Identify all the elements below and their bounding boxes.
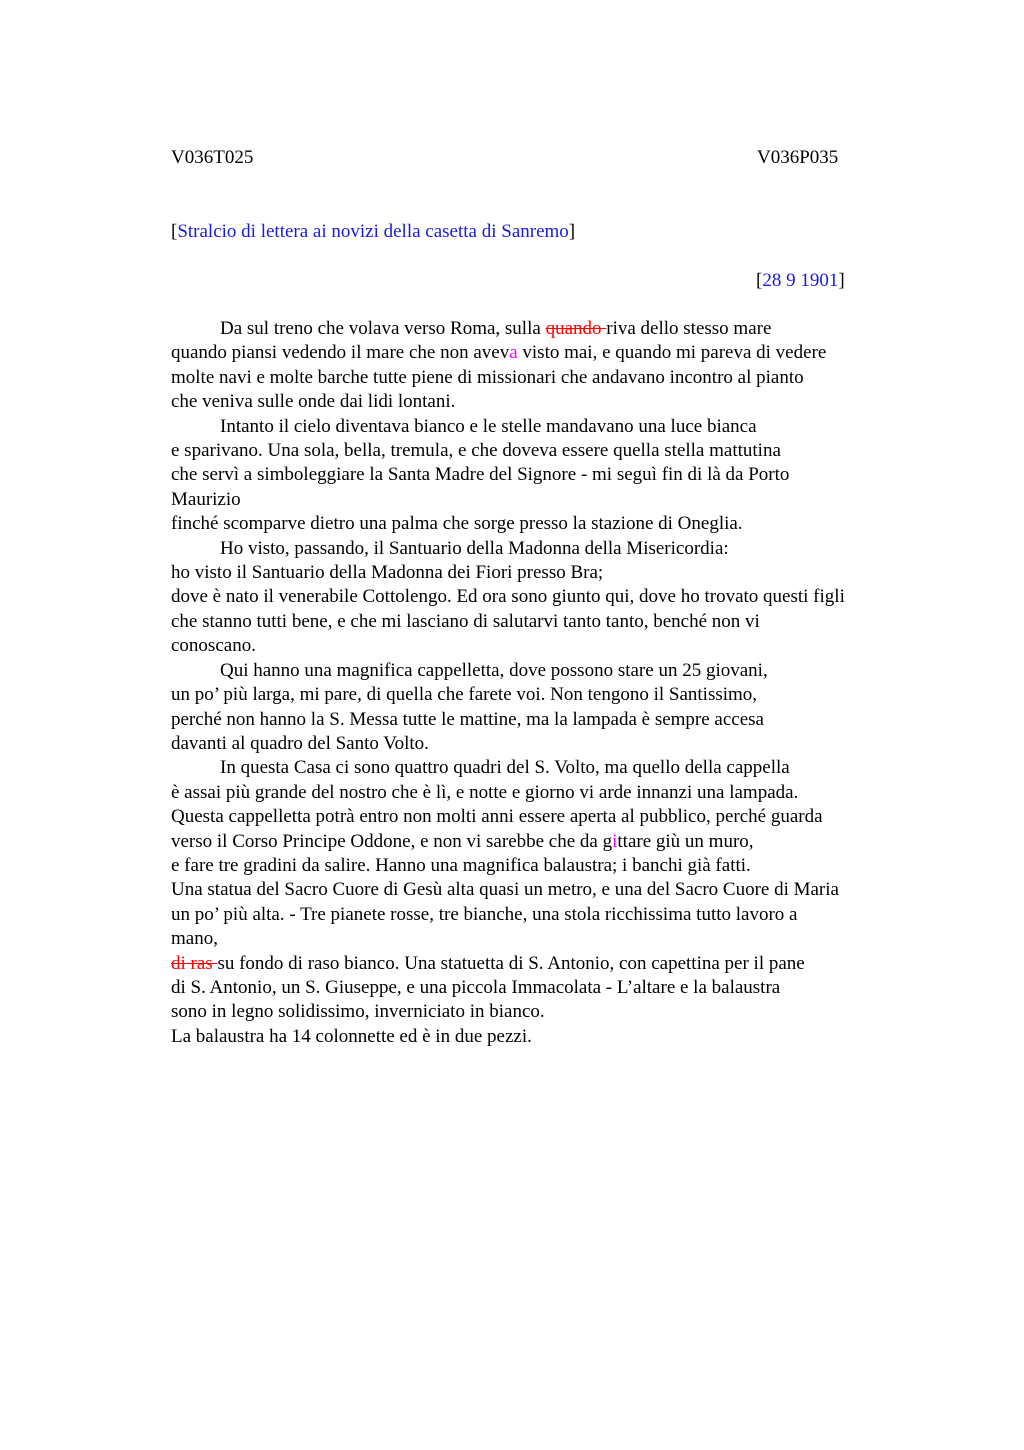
text-line [171,781,931,805]
text-line [171,708,931,732]
line-text: ho visto il Santuario della Madonna dei Fiori presso Bra; [171,562,604,584]
line-text: Intanto il cielo diventava bianco e le stelle mandavano una luce bianca [220,415,757,437]
text-line [171,561,931,585]
title-close-bracket: ] [568,221,576,242]
line-text: Questa cappelletta potrà entro non molti anni essere aperta al pubblico, perché guarda [171,806,823,828]
line-text: un po’ più larga, mi pare, di quella che farete voi. Non tengono il Santissimo, [171,684,758,706]
line-text: e sparivano. Una sola, bella, tremula, e che doveva essere quella stella mattutina [171,440,781,462]
text-line [171,830,931,854]
text-line [171,415,931,439]
line-text: su fondo di raso bianco. Una statuetta di S. Antonio, con capettina per il pane [217,952,805,974]
line-text: finché scomparve dietro una palma che sorge presso la stazione di Oneglia. [171,513,743,535]
text-line [171,317,931,341]
line-text: sono in legno solidissimo, inverniciato in bianco. [171,1001,545,1023]
line-text: quando piansi vedendo il mare che non avev [171,342,510,364]
text-line [171,903,931,927]
text-line [171,463,931,487]
text-line [171,390,931,414]
text-line [171,732,931,756]
text-line [171,537,931,561]
text-line [171,439,931,463]
text-line [171,585,931,609]
line-text: perché non hanno la S. Messa tutte le mattine, ma la lampada è sempre accesa [171,708,764,730]
deleted-text: di ras [171,952,218,974]
title-open-bracket: [ [171,221,178,242]
text-line [171,1000,931,1024]
line-text: verso il Corso Principe Oddone, e non vi sarebbe che da g [171,830,613,852]
text-line [171,854,931,878]
text-line [171,976,931,1000]
line-text: conoscano. [171,635,256,657]
inserted-text: i [612,830,618,852]
line-text: dove è nato il venerabile Cottolengo. Ed ora sono giunto qui, dove ho trovato questi figli [171,586,845,608]
letter-body [171,317,931,1049]
line-text: che stanno tutti bene, e che mi lasciano di salutarvi tanto tanto, benché non vi [171,610,760,632]
line-text: Ho visto, passando, il Santuario della Madonna della Misericordia: [220,537,729,559]
line-text: Maurizio [171,488,241,510]
inserted-text: a [509,342,518,364]
line-text: molte navi e molte barche tutte piene di missionari che andavano incontro al pianto [171,366,804,388]
line-text: Qui hanno una magnifica cappelletta, dove possono stare un 25 giovani, [220,659,768,681]
text-line [171,952,931,976]
text-line [171,366,931,390]
text-line [171,512,931,536]
line-text: che veniva sulle onde dai lidi lontani. [171,391,456,413]
line-text: è assai più grande del nostro che è lì, e notte e giorno vi arde innanzi una lampada. [171,781,799,803]
line-text: La balaustra ha 14 colonnette ed è in due pezzi. [171,1025,532,1047]
document-date [756,269,845,293]
date-close-bracket: ] [838,270,845,291]
deleted-text: quando [545,318,607,339]
text-line [171,488,931,512]
volume-text-code: V036T025 [171,147,254,168]
text-line [171,805,931,829]
text-line [171,1025,931,1049]
line-text: di S. Antonio, un S. Giuseppe, e una piccola Immacolata - L’altare e la balaustra [171,976,781,998]
line-text: riva dello stesso mare [606,318,772,339]
line-text: ttare giù un muro, [617,830,754,852]
line-text: mano, [171,928,218,950]
date-text: 28 9 1901 [762,270,839,291]
text-line [171,610,931,634]
title-text: Stralcio di lettera ai novizi della casetta di Sanremo [177,221,569,242]
line-text: che servì a simboleggiare la Santa Madre del Signore - mi seguì fin di là da Porto [171,464,790,486]
line-text: davanti al quadro del Santo Volto. [171,732,429,754]
text-line [171,659,931,683]
text-line [171,683,931,707]
volume-page-code: V036P035 [757,147,839,168]
line-text: un po’ più alta. - Tre pianete rosse, tre bianche, una stola ricchissima tutto lavoro a [171,903,798,925]
line-text: Da sul treno che volava verso Roma, sulla [220,318,546,339]
document-title [171,220,575,244]
date-open-bracket: [ [756,270,763,291]
line-text: e fare tre gradini da salire. Hanno una magnifica balaustra; i banchi già fatti. [171,854,751,876]
text-line [171,756,931,780]
line-text: In questa Casa ci sono quattro quadri del S. Volto, ma quello della cappella [220,757,790,779]
text-line [171,927,931,951]
text-line [171,341,931,365]
text-line [171,878,931,902]
text-line [171,634,931,658]
line-text: Una statua del Sacro Cuore di Gesù alta quasi un metro, e una del Sacro Cuore di Maria [171,879,839,901]
line-text: visto mai, e quando mi pareva di vedere [517,342,827,364]
